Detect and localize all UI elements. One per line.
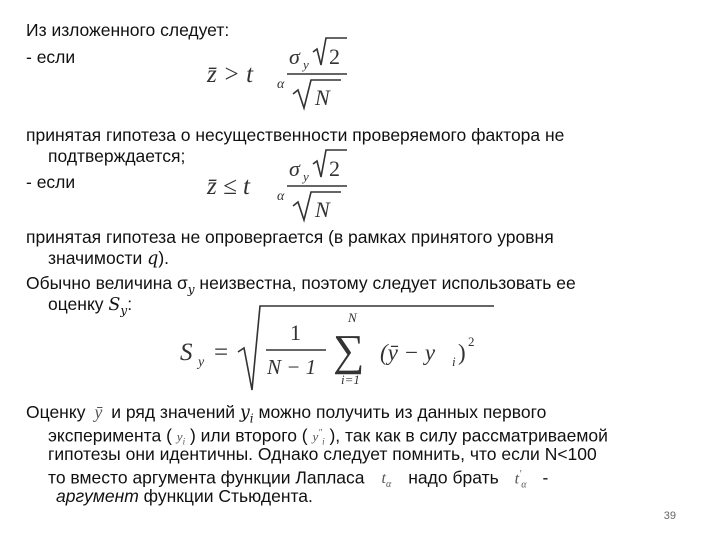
formula-sigma-sub: y [303, 57, 309, 72]
inline-t-alpha-prime [504, 465, 538, 496]
text-line: - если [26, 172, 76, 192]
inline-yi2-base: y [312, 429, 319, 445]
inline-tp-sup: ' [519, 469, 522, 480]
text-span: и ряд значений [111, 402, 240, 422]
formula-s-sub: y [198, 355, 205, 370]
text-line [48, 248, 169, 269]
formula-body-sub: i [452, 354, 456, 369]
text-line [48, 294, 132, 321]
text-span: надо брать [408, 467, 499, 488]
math-sub: y [120, 303, 128, 318]
inline-t-base: t [381, 470, 386, 488]
formula-condition-1 [205, 34, 350, 112]
formula-lhs: z̄ ≤ t [207, 173, 250, 200]
text-italic: аргумент [56, 486, 139, 506]
math-y: y [239, 403, 250, 423]
formula-standard-deviation [176, 302, 506, 394]
text-span: ) или второго ( [189, 425, 308, 446]
formula-sub: α [277, 189, 285, 204]
text-span: можно получить из данных первого [253, 402, 547, 422]
inline-yi2-sub: i [322, 436, 325, 447]
formula-s: S [180, 339, 193, 366]
page-number: 39 [663, 510, 676, 522]
inline-ybar: ȳ [94, 402, 103, 422]
text-span: оценку [48, 294, 109, 314]
sum-top: N [348, 310, 357, 325]
formula-den: N − 1 [267, 355, 317, 379]
inline-t-alpha [369, 469, 403, 495]
formula-one: 1 [290, 320, 301, 345]
math-s: S [108, 295, 121, 315]
text-span: значимости [48, 248, 148, 268]
text-line: принятая гипотеза не опровергается (в рамках принятого уровня [26, 227, 554, 247]
formula-sub: α [277, 77, 285, 92]
inline-yi-base: y [176, 429, 183, 445]
text-span: эксперимента ( [48, 425, 172, 446]
sum-bottom: i=1 [341, 372, 360, 387]
formula-n: N [315, 197, 330, 222]
text-line: принятая гипотеза о несущественности проверяемого фактора не [26, 125, 565, 145]
inline-yi [176, 429, 186, 447]
formula-two: 2 [329, 44, 340, 69]
formula-sigma-sub: y [303, 169, 309, 184]
text-span: ), так как в силу рассматриваемой [329, 425, 608, 446]
inline-tp-sub: α [521, 479, 527, 491]
math-sub: y [187, 282, 195, 297]
formula-eq: = [214, 339, 229, 366]
formula-body-end: ) [458, 340, 466, 365]
text-line: Из изложенного следует: [26, 20, 230, 40]
inline-yi-sub: i [182, 436, 186, 447]
formula-n: N [315, 85, 330, 110]
text-span: Оценку [26, 402, 86, 422]
text-span: то вместо аргумента функции Лапласа [48, 467, 365, 488]
text-span: ). [158, 248, 170, 268]
text-span: - [542, 467, 549, 488]
formula-lhs: z̄ > t [207, 61, 254, 88]
text-line [56, 486, 313, 506]
inline-t-sub: α [385, 479, 392, 491]
text-line: подтверждается; [48, 146, 186, 166]
formula-pow: 2 [468, 334, 475, 349]
text-span: неизвестна, поэтому следует использовать ее [194, 273, 576, 293]
math-sub: i [249, 411, 254, 426]
text-line: гипотезы они идентичны. Однако следует помнить, что если N<100 [48, 444, 597, 464]
inline-yi-double-prime [312, 428, 325, 447]
inline-yi2-sup: " [318, 428, 323, 438]
text-span: Обычно величина σ [26, 273, 188, 293]
text-line: - если [26, 47, 76, 67]
formula-body: (ȳ − y [380, 340, 436, 365]
sum-sign: ∑ [333, 326, 365, 375]
formula-condition-2 [205, 146, 350, 224]
formula-sigma: σ [289, 44, 300, 69]
formula-two: 2 [329, 156, 340, 181]
inline-tp-base: t [514, 470, 520, 488]
text-span: функции Стьюдента. [138, 486, 313, 506]
text-span: : [127, 294, 133, 314]
formula-sigma: σ [289, 156, 300, 181]
math-q: q [147, 249, 159, 269]
